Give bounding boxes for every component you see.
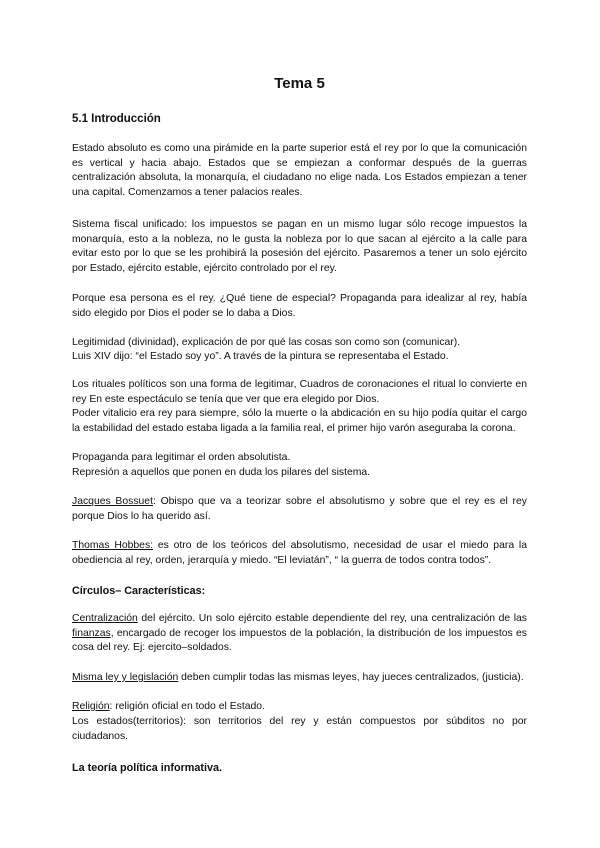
hobbes-text: es otro de los teóricos del absolutismo, necesidad de usar el miedo para la obediencia al rey, orden, jerarquía y miedo. “El leviatán”, “ la guerra de todos contra todos”.: [72, 540, 527, 566]
paragraph-propaganda: Porque esa persona es el rey. ¿Qué tiene de especial? Propaganda para idealizar al rey, había sido elegido por Dios el poder se lo daba a Dios.: [72, 293, 527, 319]
section-heading-circulos: Círculos– Características:: [72, 585, 206, 597]
centralizacion-text-1: del ejército. Un solo ejército estable dependiente del rey, una centralización de las: [137, 613, 527, 624]
centralizacion-text-2: , encargado de recoger los impuestos de la población, la distribución de los impuestos es cosa del rey. Ej: ejercito–soldados.: [72, 627, 527, 654]
paragraph-estados-territorios: Los estados(territorios): son territorios del rey y están compuestos por súbditos no por ciudadanos.: [72, 716, 527, 742]
paragraph-misma-ley: [72, 671, 527, 686]
paragraph-propaganda-orden: Propaganda para legitimar el orden absolutista.: [72, 452, 291, 463]
finanzas-term: finanzas: [72, 627, 111, 639]
paragraph-sistema-fiscal: Sistema fiscal unificado: los impuestos se pagan en un mismo lugar sólo recoge impuestos la monarquía, esto a la nobleza, no le gusta la nobleza por lo que sacan al ejército a la calle para evitar esto por lo que se les prohibirá la posesión del ejército. Pasaremos a tener un solo ejército por Estado, ejército estable, ejército controlado por el rey.: [72, 219, 527, 274]
religion-term: Religión: [72, 701, 110, 712]
paragraph-represion: Represión a aquellos que ponen en duda los pilares del sistema.: [72, 467, 371, 478]
paragraph-legitimidad: Legitimidad (divinidad), explicación de por qué las cosas son como son (comunicar).: [72, 337, 461, 348]
paragraph-estado-absoluto: Estado absoluto es como una pirámide en la parte superior está el rey por lo que la comunicación es vertical y hacia abajo. Estados que se empiezan a conformar después de la guerras centralización absoluta, la monarquía, el ciudadano no elige nada. Los Estados empiezan a tener una capital. Comenzamos a tener palacios reales.: [72, 143, 527, 198]
section-heading-introduccion: 5.1 Introducción: [72, 113, 161, 125]
paragraph-religion: [72, 700, 527, 715]
paragraph-bossuet: [72, 495, 527, 524]
paragraph-poder-vitalicio: Poder vitalicio era rey para siempre, sólo la muerte o la abdicación en su hijo podía quitar el cargo la estabilidad del estado estaba ligada a la familia real, el primer hijo varón aseguraba la corona.: [72, 408, 527, 434]
religion-text: : religión oficial en todo el Estado.: [109, 701, 265, 712]
centralizacion-term: Centralización: [72, 613, 138, 624]
misma-ley-term: Misma ley y legislación: [72, 672, 179, 683]
paragraph-centralizacion: [72, 612, 527, 656]
paragraph-luis-xiv: Luis XIV dijo: “el Estado soy yo”. A través de la pintura se representaba el Estado.: [72, 351, 449, 362]
paragraph-rituales: Los rituales políticos son una forma de legitimar, Cuadros de coronaciones el ritual lo convierte en rey En este espectáculo se tenía que ver que era elegido por Dios.: [72, 379, 527, 405]
document-title: Tema 5: [274, 75, 325, 92]
misma-ley-text: deben cumplir todas las mismas leyes, hay jueces centralizados, (justicia).: [178, 672, 524, 683]
bossuet-text: : Obispo que va a teorizar sobre el absolutismo y sobre que el rey es el rey porque Dios lo ha querido así.: [72, 496, 527, 522]
hobbes-name: Thomas Hobbes:: [72, 540, 154, 551]
bossuet-name: Jacques Bossuet: [72, 496, 153, 507]
paragraph-hobbes: [72, 539, 527, 568]
section-heading-teoria-politica: La teoría política informativa.: [72, 762, 222, 774]
